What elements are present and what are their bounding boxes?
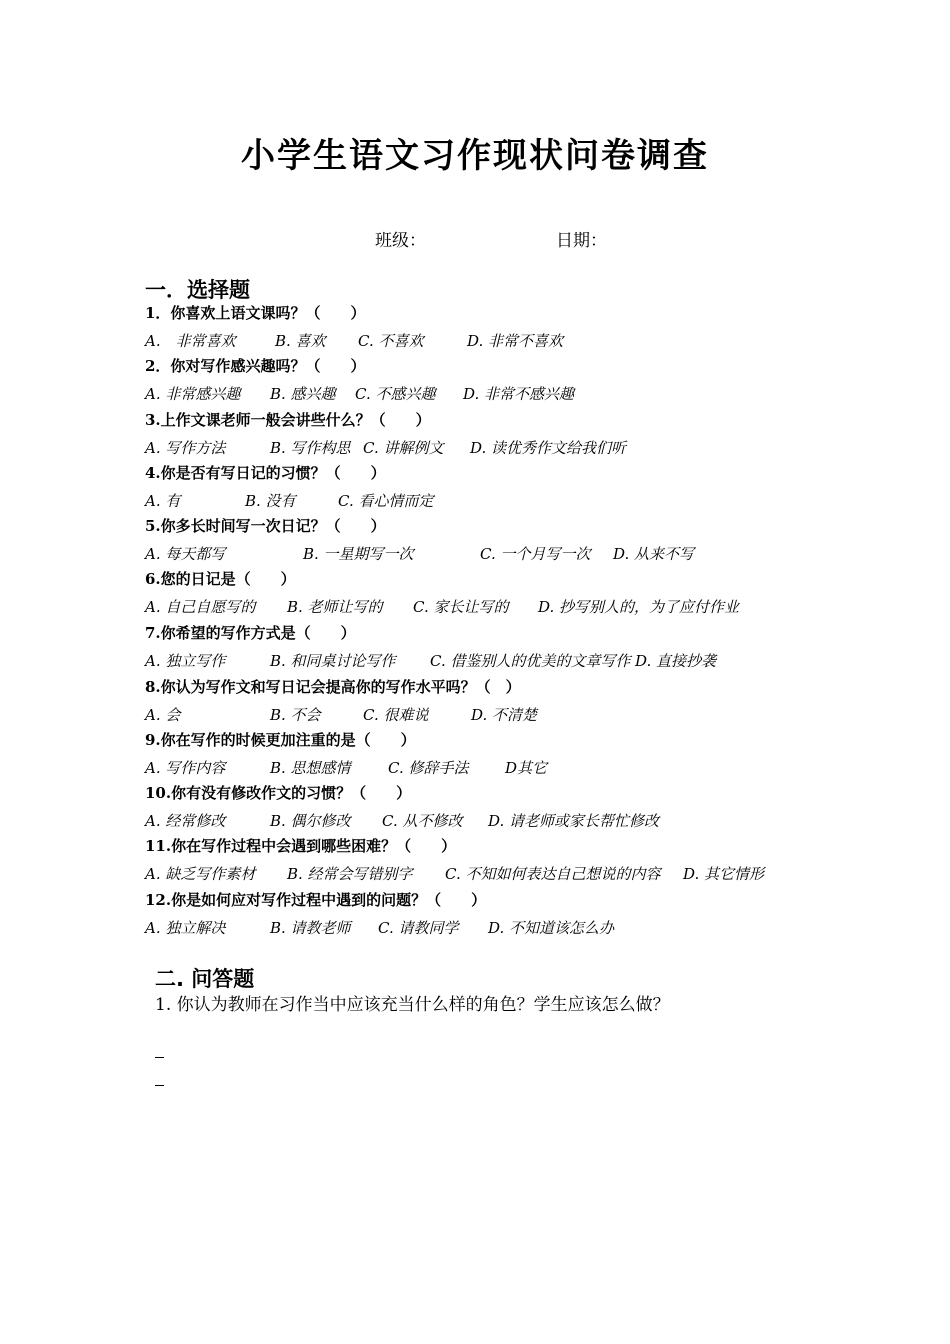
- section-choice-heading: 一．选择题: [145, 278, 250, 302]
- option-b[interactable]: B. 请教老师: [270, 919, 351, 937]
- date-label: 日期：: [556, 231, 607, 251]
- option-b[interactable]: B. 思想感情: [270, 759, 351, 777]
- options-row-1: [145, 330, 845, 350]
- option-b[interactable]: B. 和同桌讨论写作: [270, 652, 396, 670]
- option-d[interactable]: D. 不知道该怎么办: [488, 919, 615, 937]
- question-4: 4.你是否有写日记的习惯？（ ）: [145, 464, 386, 482]
- question-11: 11.你在写作过程中会遇到哪些困难？（ ）: [145, 837, 457, 855]
- question-10: 10.你有没有修改作文的习惯？（ ）: [145, 784, 412, 802]
- question-6: 6.您的日记是（ ）: [145, 570, 296, 588]
- option-d[interactable]: D. 非常不感兴趣: [463, 385, 575, 403]
- section-essay-heading: 二. 问答题: [155, 967, 255, 991]
- option-c[interactable]: C. 家长让写的: [413, 598, 509, 616]
- answer-line[interactable]: [155, 1085, 164, 1086]
- option-d[interactable]: D其它: [505, 759, 548, 777]
- option-a[interactable]: A. 每天都写: [145, 545, 226, 563]
- option-b[interactable]: B. 没有: [245, 492, 296, 510]
- options-row-2: [145, 383, 845, 403]
- question-8: 8.你认为写作文和写日记会提高你的写作水平吗？（ ）: [145, 678, 521, 696]
- question-12: 12.你是如何应对写作过程中遇到的问题？（ ）: [145, 891, 487, 909]
- option-a[interactable]: A. 非常感兴趣: [145, 385, 241, 403]
- option-b[interactable]: B. 感兴趣: [270, 385, 336, 403]
- option-b[interactable]: B. 老师让写的: [287, 598, 383, 616]
- question-9: 9.你在写作的时候更加注重的是（ ）: [145, 731, 416, 749]
- option-a[interactable]: A. 独立写作: [145, 652, 226, 670]
- option-b[interactable]: B. 写作构思: [270, 439, 351, 457]
- question-7: 7.你希望的写作方式是（ ）: [145, 624, 356, 642]
- option-c[interactable]: C. 不知如何表达自己想说的内容: [445, 865, 661, 883]
- option-a[interactable]: A. 非常喜欢: [145, 332, 236, 350]
- option-b[interactable]: B. 喜欢: [275, 332, 326, 350]
- answer-line[interactable]: [155, 1057, 164, 1058]
- options-row-10: [145, 810, 845, 830]
- options-row-11: [145, 863, 845, 883]
- option-d[interactable]: D. 从来不写: [613, 545, 695, 563]
- option-b[interactable]: B. 不会: [270, 706, 321, 724]
- options-row-12: [145, 917, 845, 937]
- option-d[interactable]: D. 读优秀作文给我们听: [470, 439, 627, 457]
- option-d[interactable]: D. 抄写别人的，为了应付作业: [538, 598, 740, 616]
- option-c[interactable]: C. 讲解例文: [363, 439, 444, 457]
- option-c[interactable]: C. 从不修改: [382, 812, 463, 830]
- option-a[interactable]: A. 经常修改: [145, 812, 226, 830]
- option-d[interactable]: D. 直接抄袭: [635, 652, 717, 670]
- option-a[interactable]: A. 自己自愿写的: [145, 598, 256, 616]
- options-row-8: [145, 704, 845, 724]
- class-label: 班级：: [375, 231, 426, 251]
- options-row-4: [145, 490, 845, 510]
- option-c[interactable]: C. 看心情而定: [338, 492, 434, 510]
- option-d[interactable]: D. 不清楚: [471, 706, 538, 724]
- option-a[interactable]: A. 有: [145, 492, 181, 510]
- option-a[interactable]: A. 写作内容: [145, 759, 226, 777]
- option-b[interactable]: B. 经常会写错别字: [287, 865, 413, 883]
- option-c[interactable]: C. 不感兴趣: [355, 385, 436, 403]
- essay-question: 1. 你认为教师在习作当中应该充当什么样的角色？学生应该怎么做？: [155, 995, 670, 1015]
- question-3: 3.上作文课老师一般会讲些什么？（ ）: [145, 411, 431, 429]
- option-d[interactable]: D. 其它情形: [683, 865, 765, 883]
- option-a[interactable]: A. 缺乏写作素材: [145, 865, 256, 883]
- question-1: 1．你喜欢上语文课吗？（ ）: [145, 304, 366, 322]
- options-row-9: [145, 757, 845, 777]
- options-row-3: [145, 437, 845, 457]
- option-c[interactable]: C. 借鉴别人的优美的文章写作: [430, 652, 631, 670]
- options-row-7: [145, 650, 845, 670]
- option-c[interactable]: C. 一个月写一次: [480, 545, 591, 563]
- option-c[interactable]: C. 修辞手法: [388, 759, 469, 777]
- option-a[interactable]: A. 写作方法: [145, 439, 226, 457]
- question-5: 5.你多长时间写一次日记？（ ）: [145, 517, 386, 535]
- option-d[interactable]: D. 请老师或家长帮忙修改: [488, 812, 660, 830]
- option-b[interactable]: B. 偶尔修改: [270, 812, 351, 830]
- option-c[interactable]: C. 请教同学: [378, 919, 459, 937]
- question-2: 2．你对写作感兴趣吗？（ ）: [145, 357, 366, 375]
- options-row-5: [145, 543, 845, 563]
- option-a[interactable]: A. 会: [145, 706, 181, 724]
- option-d[interactable]: D. 非常不喜欢: [467, 332, 564, 350]
- page-title: 小学生语文习作现状问卷调查: [241, 136, 709, 176]
- option-c[interactable]: C. 不喜欢: [358, 332, 424, 350]
- options-row-6: [145, 596, 845, 616]
- option-b[interactable]: B. 一星期写一次: [303, 545, 414, 563]
- option-a[interactable]: A. 独立解决: [145, 919, 226, 937]
- option-c[interactable]: C. 很难说: [363, 706, 429, 724]
